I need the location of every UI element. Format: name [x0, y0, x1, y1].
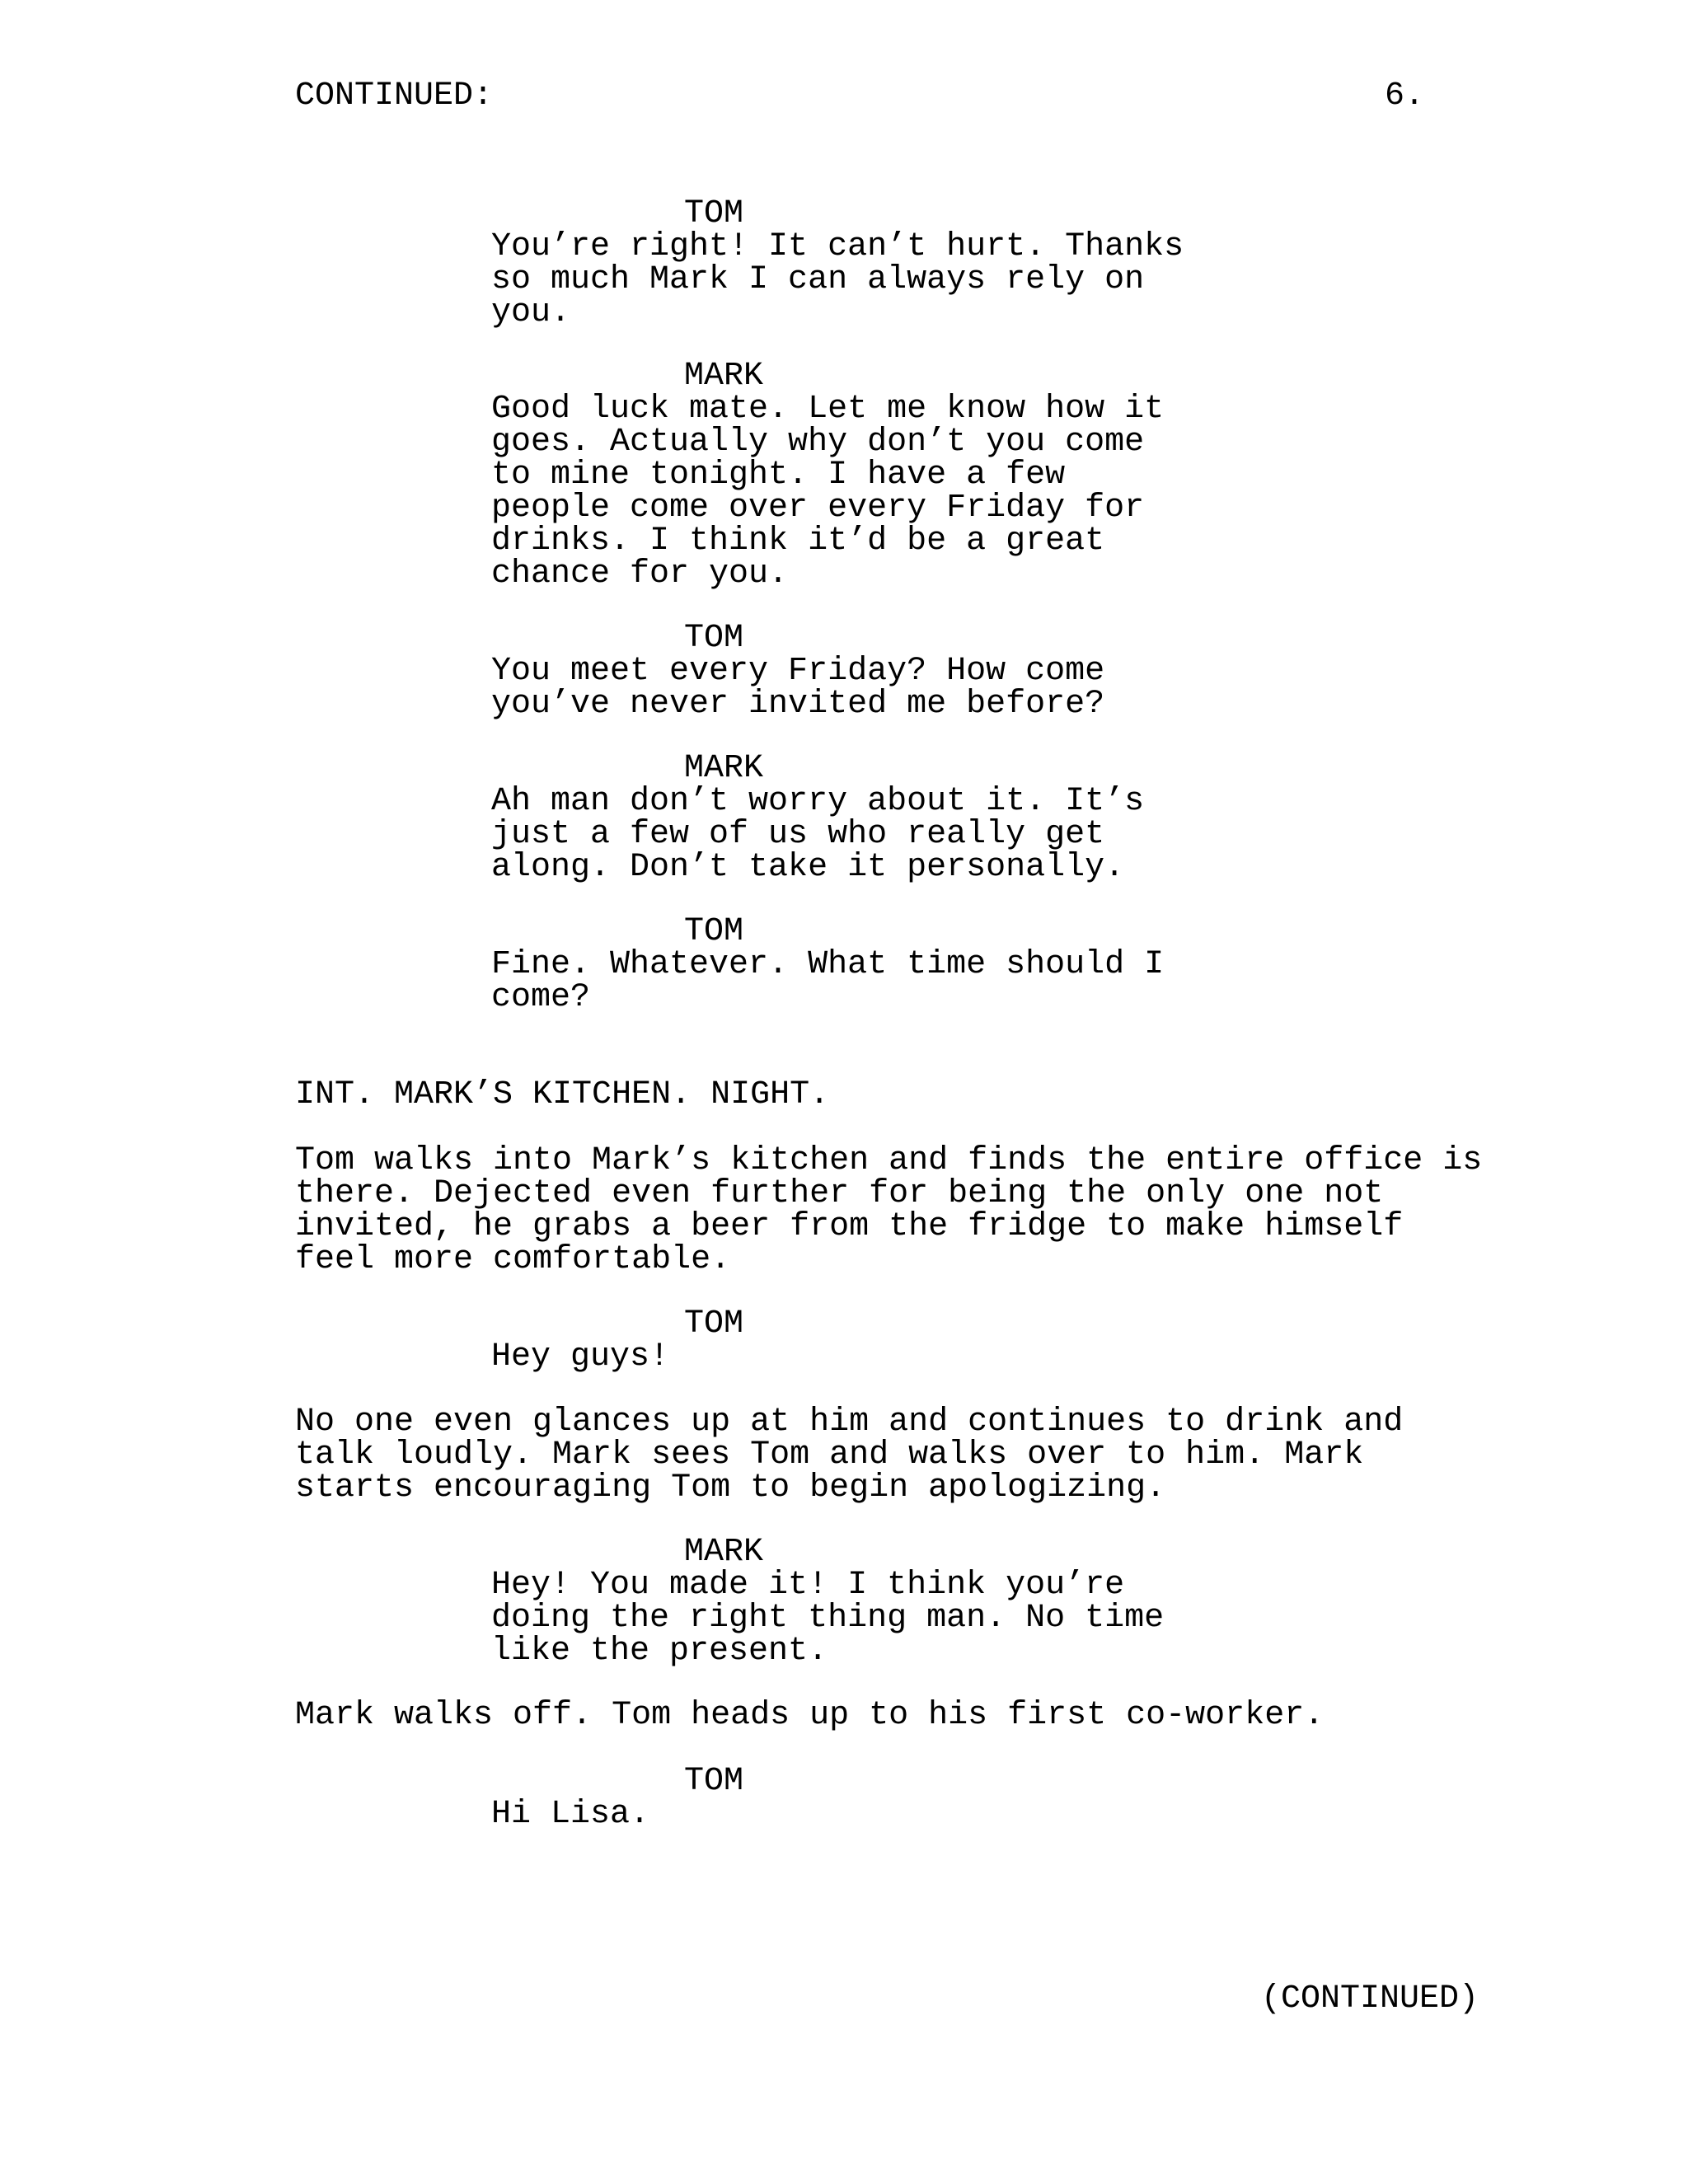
dialogue: Hey guys!	[491, 1338, 670, 1376]
continued-header: CONTINUED:	[295, 77, 494, 115]
page-number: 6.	[1385, 77, 1425, 115]
dialogue: Ah man don’t worry about it. It’s just a few of us who really get along. Don’t take it personally.	[491, 783, 1145, 886]
character-name: TOM	[684, 1305, 744, 1343]
dialogue: You’re right! It can’t hurt. Thanks so much Mark I can always rely on you.	[491, 228, 1184, 331]
dialogue: Hi Lisa.	[491, 1796, 650, 1833]
continued-footer: (CONTINUED)	[1261, 1980, 1479, 2018]
dialogue: You meet every Friday? How come you’ve never invited me before?	[491, 653, 1105, 723]
character-name: MARK	[684, 750, 764, 787]
action-paragraph: No one even glances up at him and continues to drink and talk loudly. Mark sees Tom and walks over to him. Mark starts encouraging Tom to begin apologizing.	[295, 1404, 1404, 1507]
character-name: TOM	[684, 620, 744, 657]
character-name: TOM	[684, 1763, 744, 1800]
character-name: TOM	[684, 913, 744, 950]
scene-heading: INT. MARK’S KITCHEN. NIGHT.	[295, 1076, 830, 1113]
character-name: TOM	[684, 195, 744, 232]
character-name: MARK	[684, 1534, 764, 1571]
dialogue: Good luck mate. Let me know how it goes. Actually why don’t you come to mine tonight. I have a few people come over every Friday for drinks. I think it’d be a great chance for you.	[491, 391, 1165, 593]
dialogue: Fine. Whatever. What time should I come?	[491, 946, 1165, 1016]
character-name: MARK	[684, 358, 764, 395]
dialogue: Hey! You made it! I think you’re doing the right thing man. No time like the present.	[491, 1567, 1165, 1670]
action-paragraph: Tom walks into Mark’s kitchen and finds the entire office is there. Dejected even further for being the only one not invited, he grabs a beer from the fridge to make himself feel more comfortable.	[295, 1142, 1483, 1278]
action-paragraph: Mark walks off. Tom heads up to his first co-worker.	[295, 1697, 1325, 1734]
